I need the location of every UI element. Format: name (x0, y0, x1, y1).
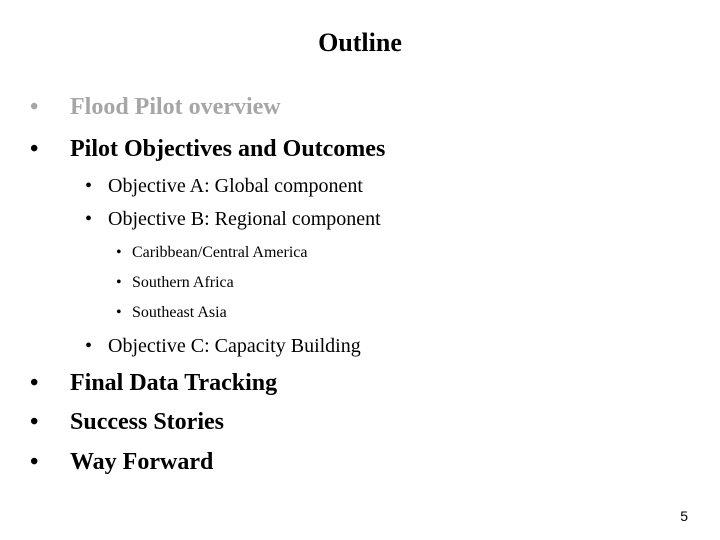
outline-item-text: Caribbean/Central America (132, 244, 308, 261)
bullet: • (116, 244, 122, 261)
outline-item-text: Objective A: Global component (108, 175, 363, 197)
bullet: • (85, 208, 93, 230)
bullet: • (30, 449, 39, 475)
bullet: • (30, 136, 39, 162)
outline-item-text: Flood Pilot overview (70, 94, 281, 120)
outline-item-text: Way Forward (70, 449, 214, 475)
bullet: • (85, 335, 93, 357)
slide-title: Outline (318, 28, 402, 57)
bullet: • (30, 370, 39, 396)
outline-item-text: Southern Africa (132, 274, 234, 291)
outline-item-text: Final Data Tracking (70, 370, 278, 396)
bullet: • (30, 94, 39, 120)
outline-item-text: Southeast Asia (132, 304, 227, 321)
bullet: • (30, 409, 39, 435)
bullet: • (116, 274, 122, 291)
outline-item-text: Objective C: Capacity Building (108, 335, 361, 357)
page-number: 5 (680, 508, 688, 524)
outline-item-text: Pilot Objectives and Outcomes (70, 136, 386, 162)
bullet: • (116, 304, 122, 321)
outline-item-text: Success Stories (70, 409, 224, 435)
outline-item-text: Objective B: Regional component (108, 208, 381, 230)
bullet: • (85, 175, 93, 197)
